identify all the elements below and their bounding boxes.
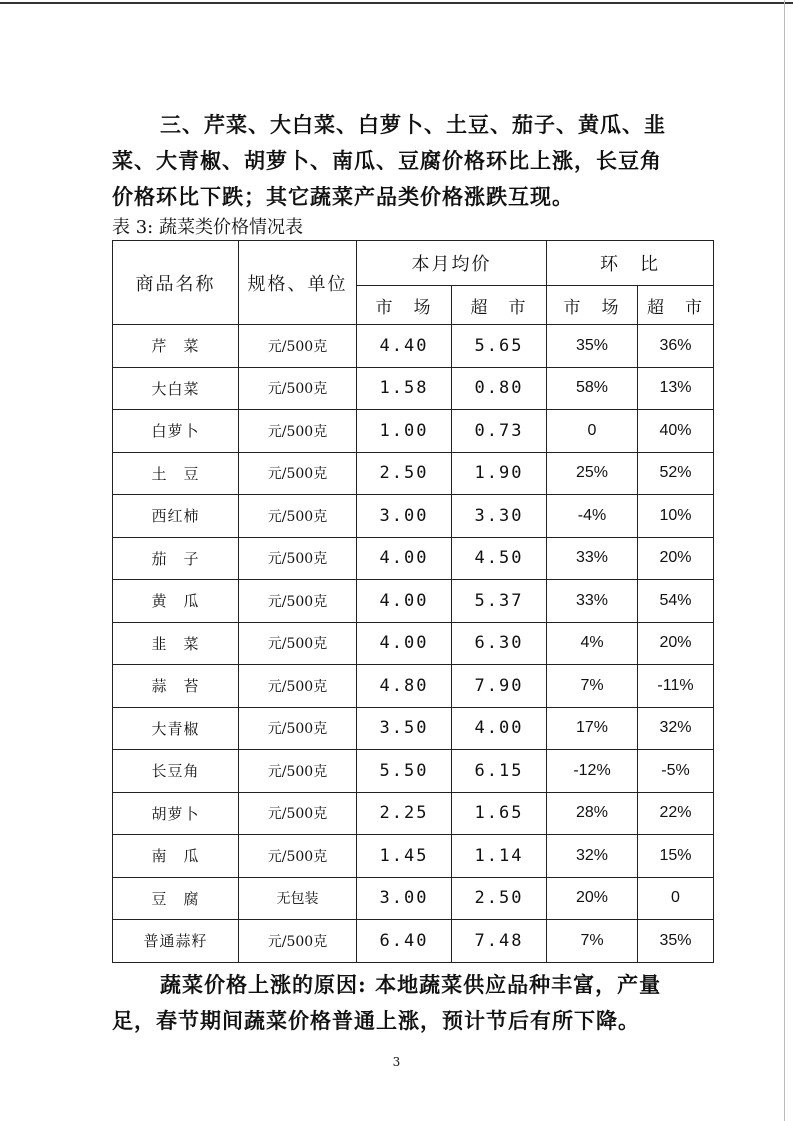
- supermarket-price-cell: 7.48: [452, 920, 547, 963]
- page-number: 3: [392, 1055, 401, 1069]
- scan-top-border: [0, 2, 793, 4]
- unit-cell: 无包装: [239, 877, 357, 920]
- table-row: [113, 495, 714, 538]
- product-name-cell: 大白菜: [113, 367, 239, 410]
- unit-cell: 元/500克: [239, 920, 357, 963]
- supermarket-price-cell: 4.00: [452, 707, 547, 750]
- product-name-cell: 白萝卜: [113, 410, 239, 453]
- supermarket-mom-cell: 0: [638, 877, 714, 920]
- table-row: [113, 537, 714, 580]
- scan-right-edge: [784, 0, 785, 1121]
- market-mom-cell: -4%: [547, 495, 638, 538]
- supermarket-price-cell: 5.37: [452, 580, 547, 623]
- product-name-cell: 韭 菜: [113, 622, 239, 665]
- market-mom-cell: 17%: [547, 707, 638, 750]
- market-price-cell: 4.40: [357, 325, 452, 368]
- market-price-cell: 1.45: [357, 835, 452, 878]
- header-avg-supermarket: 超 市: [452, 286, 547, 325]
- table-row: [113, 325, 714, 368]
- unit-cell: 元/500克: [239, 537, 357, 580]
- market-price-cell: 2.50: [357, 452, 452, 495]
- product-name-cell: 南 瓜: [113, 835, 239, 878]
- table-body: [113, 325, 714, 963]
- market-price-cell: 3.00: [357, 877, 452, 920]
- product-name-cell: 蒜 苔: [113, 665, 239, 708]
- product-name-cell: 普通蒜籽: [113, 920, 239, 963]
- table-row: [113, 410, 714, 453]
- supermarket-mom-cell: -11%: [638, 665, 714, 708]
- supermarket-mom-cell: 20%: [638, 537, 714, 580]
- supermarket-price-cell: 7.90: [452, 665, 547, 708]
- supermarket-mom-cell: 35%: [638, 920, 714, 963]
- header-month-on-month: 环 比: [547, 241, 714, 286]
- supermarket-mom-cell: 52%: [638, 452, 714, 495]
- supermarket-price-cell: 1.65: [452, 792, 547, 835]
- market-mom-cell: 4%: [547, 622, 638, 665]
- unit-cell: 元/500克: [239, 835, 357, 878]
- unit-cell: 元/500克: [239, 325, 357, 368]
- product-name-cell: 芹 菜: [113, 325, 239, 368]
- product-name-cell: 胡萝卜: [113, 792, 239, 835]
- unit-cell: 元/500克: [239, 707, 357, 750]
- reason-text: 本地蔬菜供应品种丰富，产量足，春节期间蔬菜价格普通上涨，预计节后有所下降。: [112, 972, 662, 1033]
- product-name-cell: 茄 子: [113, 537, 239, 580]
- table-row: [113, 367, 714, 410]
- table-row: [113, 622, 714, 665]
- market-mom-cell: 28%: [547, 792, 638, 835]
- supermarket-price-cell: 4.50: [452, 537, 547, 580]
- table-row: [113, 452, 714, 495]
- market-mom-cell: 35%: [547, 325, 638, 368]
- table-caption: 表 3: 蔬菜类价格情况表: [112, 217, 303, 238]
- supermarket-mom-cell: 22%: [638, 792, 714, 835]
- supermarket-price-cell: 1.90: [452, 452, 547, 495]
- market-price-cell: 4.00: [357, 537, 452, 580]
- market-mom-cell: 20%: [547, 877, 638, 920]
- market-price-cell: 3.50: [357, 707, 452, 750]
- supermarket-mom-cell: 40%: [638, 410, 714, 453]
- unit-cell: 元/500克: [239, 367, 357, 410]
- market-mom-cell: 25%: [547, 452, 638, 495]
- market-price-cell: 6.40: [357, 920, 452, 963]
- supermarket-mom-cell: 10%: [638, 495, 714, 538]
- unit-cell: 元/500克: [239, 792, 357, 835]
- reason-paragraph: [112, 967, 677, 1039]
- supermarket-price-cell: 5.65: [452, 325, 547, 368]
- unit-cell: 元/500克: [239, 452, 357, 495]
- supermarket-mom-cell: -5%: [638, 750, 714, 793]
- intro-paragraph: 三、芹菜、大白菜、白萝卜、土豆、茄子、黄瓜、韭菜、大青椒、胡萝卜、南瓜、豆腐价格环比上涨，长豆角价格环比下跌；其它蔬菜产品类价格涨跌互现。: [112, 112, 666, 209]
- supermarket-price-cell: 0.73: [452, 410, 547, 453]
- header-mom-supermarket: 超 市: [638, 286, 714, 325]
- supermarket-price-cell: 0.80: [452, 367, 547, 410]
- market-mom-cell: -12%: [547, 750, 638, 793]
- unit-cell: 元/500克: [239, 580, 357, 623]
- supermarket-price-cell: 2.50: [452, 877, 547, 920]
- market-price-cell: 2.25: [357, 792, 452, 835]
- market-price-cell: 5.50: [357, 750, 452, 793]
- market-mom-cell: 33%: [547, 580, 638, 623]
- table-row: [113, 665, 714, 708]
- market-mom-cell: 33%: [547, 537, 638, 580]
- supermarket-price-cell: 1.14: [452, 835, 547, 878]
- market-mom-cell: 7%: [547, 920, 638, 963]
- supermarket-mom-cell: 13%: [638, 367, 714, 410]
- table-row: [113, 835, 714, 878]
- header-mom-market: 市 场: [547, 286, 638, 325]
- table-row: [113, 750, 714, 793]
- header-monthly-average: 本月均价: [357, 241, 547, 286]
- table-row: [113, 792, 714, 835]
- unit-cell: 元/500克: [239, 410, 357, 453]
- market-price-cell: 4.00: [357, 622, 452, 665]
- table-row: [113, 707, 714, 750]
- market-mom-cell: 32%: [547, 835, 638, 878]
- market-price-cell: 1.00: [357, 410, 452, 453]
- market-mom-cell: 58%: [547, 367, 638, 410]
- market-price-cell: 4.00: [357, 580, 452, 623]
- unit-cell: 元/500克: [239, 495, 357, 538]
- table-row: [113, 920, 714, 963]
- header-unit: 规格、单位: [239, 241, 357, 325]
- header-avg-market: 市 场: [357, 286, 452, 325]
- product-name-cell: 土 豆: [113, 452, 239, 495]
- header-product-name: 商品名称: [113, 241, 239, 325]
- product-name-cell: 豆 腐: [113, 877, 239, 920]
- unit-cell: 元/500克: [239, 665, 357, 708]
- supermarket-price-cell: 3.30: [452, 495, 547, 538]
- market-price-cell: 3.00: [357, 495, 452, 538]
- supermarket-price-cell: 6.15: [452, 750, 547, 793]
- supermarket-price-cell: 6.30: [452, 622, 547, 665]
- market-price-cell: 1.58: [357, 367, 452, 410]
- product-name-cell: 黄 瓜: [113, 580, 239, 623]
- table-row: [113, 877, 714, 920]
- supermarket-mom-cell: 54%: [638, 580, 714, 623]
- supermarket-mom-cell: 32%: [638, 707, 714, 750]
- supermarket-mom-cell: 36%: [638, 325, 714, 368]
- unit-cell: 元/500克: [239, 750, 357, 793]
- market-mom-cell: 7%: [547, 665, 638, 708]
- market-mom-cell: 0: [547, 410, 638, 453]
- reason-lead: 蔬菜价格上涨的原因:: [160, 972, 367, 997]
- table-row: [113, 580, 714, 623]
- product-name-cell: 长豆角: [113, 750, 239, 793]
- product-name-cell: 西红柿: [113, 495, 239, 538]
- vegetable-price-table: [112, 240, 714, 963]
- supermarket-mom-cell: 20%: [638, 622, 714, 665]
- market-price-cell: 4.80: [357, 665, 452, 708]
- supermarket-mom-cell: 15%: [638, 835, 714, 878]
- unit-cell: 元/500克: [239, 622, 357, 665]
- product-name-cell: 大青椒: [113, 707, 239, 750]
